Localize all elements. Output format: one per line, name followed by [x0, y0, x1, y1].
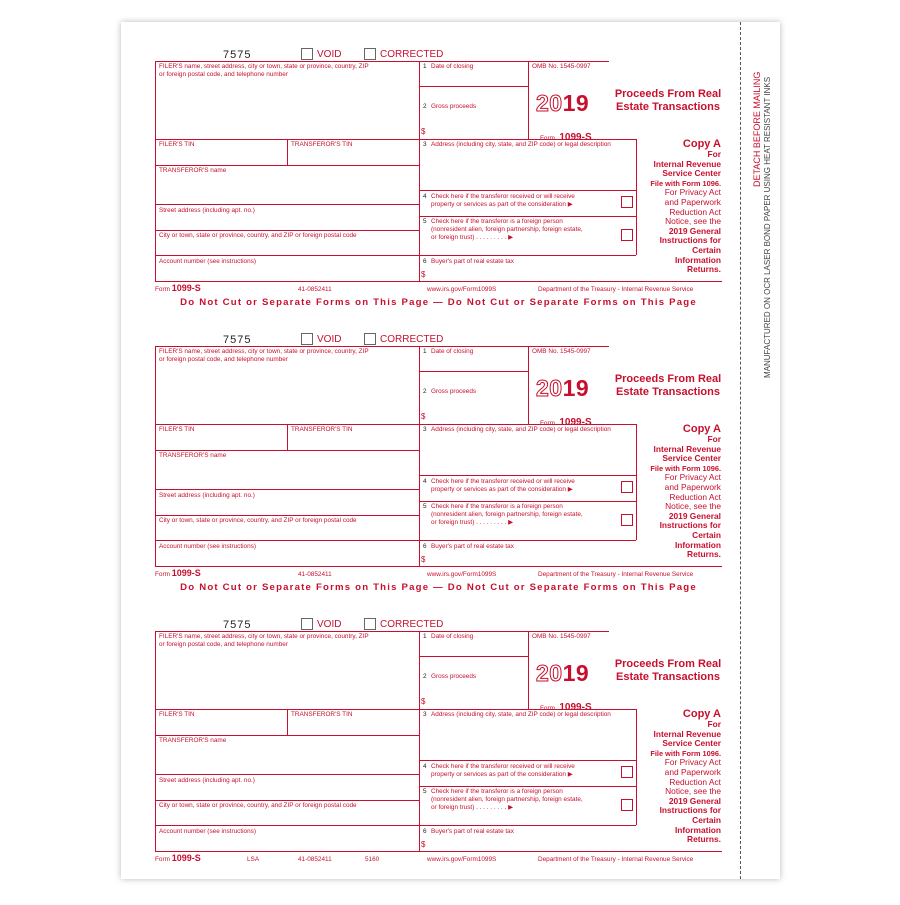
box2-label: Gross proceeds — [431, 388, 477, 395]
transferor-tin-label: TRANSFEROR'S TIN — [291, 426, 353, 433]
filer-name-label: FILER'S name, street address, city or town, state or province, country, ZIP — [159, 348, 369, 355]
form-id: 1099-S — [559, 417, 592, 428]
box1-label: Date of closing — [431, 63, 474, 70]
form-title-line2: Estate Transactions — [616, 386, 720, 398]
detach-notice: DETACH BEFORE MAILING — [752, 71, 762, 187]
box2-number: 2 — [423, 388, 427, 395]
filer-name-label-line2: or foreign postal code, and telephone number — [159, 641, 288, 648]
box4-number: 4 — [423, 193, 427, 200]
box5-label-line2: (nonresident alien, foreign partnership, foreign estate, — [431, 796, 583, 803]
tax-year-suffix: 19 — [562, 90, 590, 116]
footer-url: www.irs.gov/Form1099S — [427, 856, 497, 863]
footer-form-id: 1099-S — [171, 853, 201, 863]
copy-privacy-5: 2019 General — [668, 225, 721, 236]
copy-file-with: File with Form 1096. — [650, 463, 721, 473]
rule — [528, 346, 529, 424]
filer-name-label-line2: or foreign postal code, and telephone number — [159, 71, 288, 78]
form-1099s-copy — [155, 335, 722, 620]
box3-number: 3 — [423, 711, 427, 718]
tax-year — [536, 90, 589, 117]
box3-label: Address (including city, state, and ZIP code) or legal description — [431, 426, 611, 433]
copy-privacy-1: For Privacy Act — [664, 472, 721, 483]
void-label: VOID — [317, 334, 342, 345]
form-id-block — [540, 127, 592, 145]
copy-privacy-3: Reduction Act — [669, 491, 721, 502]
footer-department: Department of the Treasury - Internal Revenue Service — [538, 571, 694, 578]
footer-form-word: Form — [155, 286, 170, 293]
box4-label-line1: Check here if the transferor received or will receive — [431, 763, 575, 770]
box5-number: 5 — [423, 788, 427, 795]
omb-number: OMB No. 1545-0997 — [532, 63, 591, 70]
filer-name-label: FILER'S name, street address, city or town, state or province, country, ZIP — [159, 63, 369, 70]
copy-privacy-7: Certain — [692, 814, 721, 825]
city-label: City or town, state or province, country, and ZIP or foreign postal code — [159, 802, 357, 809]
city-label: City or town, state or province, country, and ZIP or foreign postal code — [159, 232, 357, 239]
rule — [287, 709, 288, 735]
tax-year-prefix: 20 — [536, 375, 563, 401]
copy-irs-line2: Service Center — [662, 453, 721, 464]
corrected-checkbox[interactable] — [364, 618, 376, 630]
form-title-line2: Estate Transactions — [616, 671, 720, 683]
box3-number: 3 — [423, 426, 427, 433]
form-code: 7575 — [223, 619, 252, 631]
street-address-label: Street address (including apt. no.) — [159, 492, 255, 499]
copy-irs-line1: Internal Revenue — [653, 443, 721, 454]
footer-department: Department of the Treasury - Internal Revenue Service — [538, 286, 694, 293]
footer-form — [155, 568, 201, 578]
rule — [155, 346, 156, 566]
corrected-label: CORRECTED — [380, 49, 444, 60]
rule — [419, 631, 420, 851]
rule — [419, 190, 636, 191]
box4-number: 4 — [423, 763, 427, 770]
transferor-tin-label: TRANSFEROR'S TIN — [291, 141, 353, 148]
footer-cat-no: 41-0852411 — [298, 286, 332, 293]
box6-number: 6 — [423, 828, 427, 835]
do-not-cut-notice: Do Not Cut or Separate Forms on This Page — Do Not Cut or Separate Forms on This Page — [180, 582, 697, 593]
form-id: 1099-S — [559, 702, 592, 713]
rule — [419, 656, 529, 657]
rule — [155, 346, 609, 347]
box6-dollar: $ — [421, 555, 426, 564]
copy-privacy-2: and Paperwork — [664, 481, 721, 492]
copy-a-block — [629, 139, 721, 275]
manufactured-notice: MANUFACTURED ON OCR LASER BOND PAPER USING HEAT RESISTANT INKS — [763, 76, 772, 378]
box2-number: 2 — [423, 673, 427, 680]
box2-dollar: $ — [421, 412, 426, 421]
copy-privacy-9: Returns. — [687, 549, 721, 560]
tax-year — [536, 375, 589, 402]
rule — [155, 165, 419, 166]
rule — [155, 735, 419, 736]
box1-label: Date of closing — [431, 633, 474, 640]
footer-cat-no: 41-0852411 — [298, 856, 332, 863]
copy-privacy-8: Information — [674, 539, 721, 550]
copy-privacy-7: Certain — [692, 529, 721, 540]
copy-irs-line2: Service Center — [662, 738, 721, 749]
box5-label-line3: or foreign trust) . . . . . . . . . ▶ — [431, 804, 513, 811]
rule — [155, 631, 156, 851]
copy-privacy-5: 2019 General — [668, 795, 721, 806]
copy-a-label: Copy A — [682, 708, 721, 720]
copy-for: For — [707, 719, 721, 729]
box1-number: 1 — [423, 633, 427, 640]
box5-label-line1: Check here if the transferor is a foreign person — [431, 503, 563, 510]
box5-label-line3: or foreign trust) . . . . . . . . . ▶ — [431, 234, 513, 241]
box2-number: 2 — [423, 103, 427, 110]
form-id: 1099-S — [559, 132, 592, 143]
corrected-label: CORRECTED — [380, 334, 444, 345]
copy-irs-line1: Internal Revenue — [653, 158, 721, 169]
footer-form-id: 1099-S — [171, 283, 201, 293]
footer-form — [155, 283, 201, 293]
rule — [155, 631, 609, 632]
box1-number: 1 — [423, 63, 427, 70]
copy-file-with: File with Form 1096. — [650, 178, 721, 188]
tax-year-prefix: 20 — [536, 90, 563, 116]
footer-form-word: Form — [155, 571, 170, 578]
rule — [419, 346, 420, 566]
box6-label: Buyer's part of real estate tax — [431, 543, 514, 550]
copy-privacy-8: Information — [674, 824, 721, 835]
box4-label-line1: Check here if the transferor received or will receive — [431, 193, 575, 200]
street-address-label: Street address (including apt. no.) — [159, 207, 255, 214]
box6-label: Buyer's part of real estate tax — [431, 258, 514, 265]
rule — [155, 800, 419, 801]
omb-number: OMB No. 1545-0997 — [532, 633, 591, 640]
copy-irs-line2: Service Center — [662, 168, 721, 179]
void-checkbox[interactable] — [301, 333, 313, 345]
do-not-cut-notice: Do Not Cut or Separate Forms on This Page — Do Not Cut or Separate Forms on This Page — [180, 297, 697, 308]
rule — [155, 255, 636, 256]
footer-url: www.irs.gov/Form1099S — [427, 571, 497, 578]
footer-form-id: 1099-S — [171, 568, 201, 578]
form-title-line1: Proceeds From Real — [614, 88, 722, 100]
footer-code: 5160 — [365, 856, 380, 863]
footer-form-word: Form — [155, 856, 170, 863]
copy-a-block — [629, 709, 721, 845]
box2-dollar: $ — [421, 127, 426, 136]
account-number-label: Account number (see instructions) — [159, 258, 256, 265]
rule — [287, 424, 288, 450]
rule — [528, 631, 529, 709]
transferor-name-label: TRANSFEROR'S name — [159, 167, 227, 174]
rule — [155, 61, 156, 281]
box6-dollar: $ — [421, 840, 426, 849]
rule — [155, 61, 609, 62]
rule — [419, 760, 636, 761]
box2-label: Gross proceeds — [431, 103, 477, 110]
box6-number: 6 — [423, 258, 427, 265]
tax-year — [536, 660, 589, 687]
footer-url: www.irs.gov/Form1099S — [427, 286, 497, 293]
rule — [155, 515, 419, 516]
box4-label-line2: property or services as part of the consideration ▶ — [431, 771, 573, 778]
void-checkbox[interactable] — [301, 48, 313, 60]
box1-number: 1 — [423, 348, 427, 355]
box5-label-line3: or foreign trust) . . . . . . . . . ▶ — [431, 519, 513, 526]
box6-dollar: $ — [421, 270, 426, 279]
corrected-checkbox[interactable] — [364, 48, 376, 60]
omb-number: OMB No. 1545-0997 — [532, 348, 591, 355]
city-label: City or town, state or province, country, and ZIP or foreign postal code — [159, 517, 357, 524]
form-word: Form — [540, 420, 555, 427]
footer-department: Department of the Treasury - Internal Revenue Service — [538, 856, 694, 863]
copy-a-block — [629, 424, 721, 560]
box5-label-line2: (nonresident alien, foreign partnership, foreign estate, — [431, 511, 583, 518]
filer-name-label-line2: or foreign postal code, and telephone number — [159, 356, 288, 363]
copy-privacy-4: Notice, see the — [665, 216, 721, 227]
rule — [419, 501, 636, 502]
transferor-name-label: TRANSFEROR'S name — [159, 737, 227, 744]
box3-number: 3 — [423, 141, 427, 148]
filer-tin-label: FILER'S TIN — [159, 426, 195, 433]
box2-dollar: $ — [421, 697, 426, 706]
form-title-line1: Proceeds From Real — [614, 373, 722, 385]
form-title-line2: Estate Transactions — [616, 101, 720, 113]
box3-label: Address (including city, state, and ZIP code) or legal description — [431, 141, 611, 148]
rule — [419, 475, 636, 476]
box5-label-line2: (nonresident alien, foreign partnership, foreign estate, — [431, 226, 583, 233]
form-1099s-copy — [155, 620, 722, 905]
copy-privacy-2: and Paperwork — [664, 196, 721, 207]
rule — [528, 61, 529, 139]
box5-number: 5 — [423, 503, 427, 510]
box4-number: 4 — [423, 478, 427, 485]
box5-label-line1: Check here if the transferor is a foreign person — [431, 788, 563, 795]
filer-tin-label: FILER'S TIN — [159, 141, 195, 148]
copy-for: For — [707, 434, 721, 444]
form-word: Form — [540, 705, 555, 712]
corrected-label: CORRECTED — [380, 619, 444, 630]
copy-privacy-7: Certain — [692, 244, 721, 255]
footer-lsa: LSA — [247, 856, 260, 863]
copy-privacy-6: Instructions for — [659, 805, 721, 816]
corrected-checkbox[interactable] — [364, 333, 376, 345]
copy-file-with: File with Form 1096. — [650, 748, 721, 758]
box1-label: Date of closing — [431, 348, 474, 355]
form-code: 7575 — [223, 49, 252, 61]
form-title-line1: Proceeds From Real — [614, 658, 722, 670]
void-label: VOID — [317, 619, 342, 630]
form-code: 7575 — [223, 334, 252, 346]
copy-privacy-2: and Paperwork — [664, 766, 721, 777]
box6-label: Buyer's part of real estate tax — [431, 828, 514, 835]
copy-privacy-9: Returns. — [687, 834, 721, 845]
rule — [419, 371, 529, 372]
copy-privacy-6: Instructions for — [659, 520, 721, 531]
copy-privacy-3: Reduction Act — [669, 776, 721, 787]
form-id-block — [540, 697, 592, 715]
box5-label-line1: Check here if the transferor is a foreign person — [431, 218, 563, 225]
copy-for: For — [707, 149, 721, 159]
rule — [155, 851, 722, 852]
copy-privacy-3: Reduction Act — [669, 206, 721, 217]
perforation-line — [740, 22, 741, 879]
copy-privacy-1: For Privacy Act — [664, 757, 721, 768]
footer-form — [155, 853, 201, 863]
rule — [419, 216, 636, 217]
tax-year-prefix: 20 — [536, 660, 563, 686]
copy-a-label: Copy A — [682, 138, 721, 150]
rule — [419, 61, 420, 281]
rule — [155, 774, 419, 775]
void-checkbox[interactable] — [301, 618, 313, 630]
account-number-label: Account number (see instructions) — [159, 828, 256, 835]
rule — [419, 86, 529, 87]
copy-privacy-4: Notice, see the — [665, 501, 721, 512]
rule — [287, 139, 288, 165]
void-label: VOID — [317, 49, 342, 60]
tax-year-suffix: 19 — [562, 375, 590, 401]
rule — [155, 230, 419, 231]
transferor-tin-label: TRANSFEROR'S TIN — [291, 711, 353, 718]
rule — [419, 786, 636, 787]
box6-number: 6 — [423, 543, 427, 550]
copy-a-label: Copy A — [682, 423, 721, 435]
rule — [155, 281, 722, 282]
form-word: Form — [540, 135, 555, 142]
form-id-block — [540, 412, 592, 430]
filer-name-label: FILER'S name, street address, city or town, state or province, country, ZIP — [159, 633, 369, 640]
rule — [155, 204, 419, 205]
rule — [155, 825, 636, 826]
account-number-label: Account number (see instructions) — [159, 543, 256, 550]
box3-label: Address (including city, state, and ZIP code) or legal description — [431, 711, 611, 718]
rule — [155, 540, 636, 541]
copy-privacy-8: Information — [674, 254, 721, 265]
box4-label-line2: property or services as part of the consideration ▶ — [431, 201, 573, 208]
copy-privacy-4: Notice, see the — [665, 786, 721, 797]
box4-label-line1: Check here if the transferor received or will receive — [431, 478, 575, 485]
tax-year-suffix: 19 — [562, 660, 590, 686]
filer-tin-label: FILER'S TIN — [159, 711, 195, 718]
copy-privacy-1: For Privacy Act — [664, 187, 721, 198]
copy-privacy-9: Returns. — [687, 264, 721, 275]
box4-label-line2: property or services as part of the consideration ▶ — [431, 486, 573, 493]
footer-cat-no: 41-0852411 — [298, 571, 332, 578]
copy-privacy-6: Instructions for — [659, 235, 721, 246]
rule — [155, 450, 419, 451]
box2-label: Gross proceeds — [431, 673, 477, 680]
street-address-label: Street address (including apt. no.) — [159, 777, 255, 784]
transferor-name-label: TRANSFEROR'S name — [159, 452, 227, 459]
rule — [155, 489, 419, 490]
box5-number: 5 — [423, 218, 427, 225]
copy-privacy-5: 2019 General — [668, 510, 721, 521]
rule — [155, 566, 722, 567]
copy-irs-line1: Internal Revenue — [653, 728, 721, 739]
form-1099s-copy — [155, 50, 722, 335]
